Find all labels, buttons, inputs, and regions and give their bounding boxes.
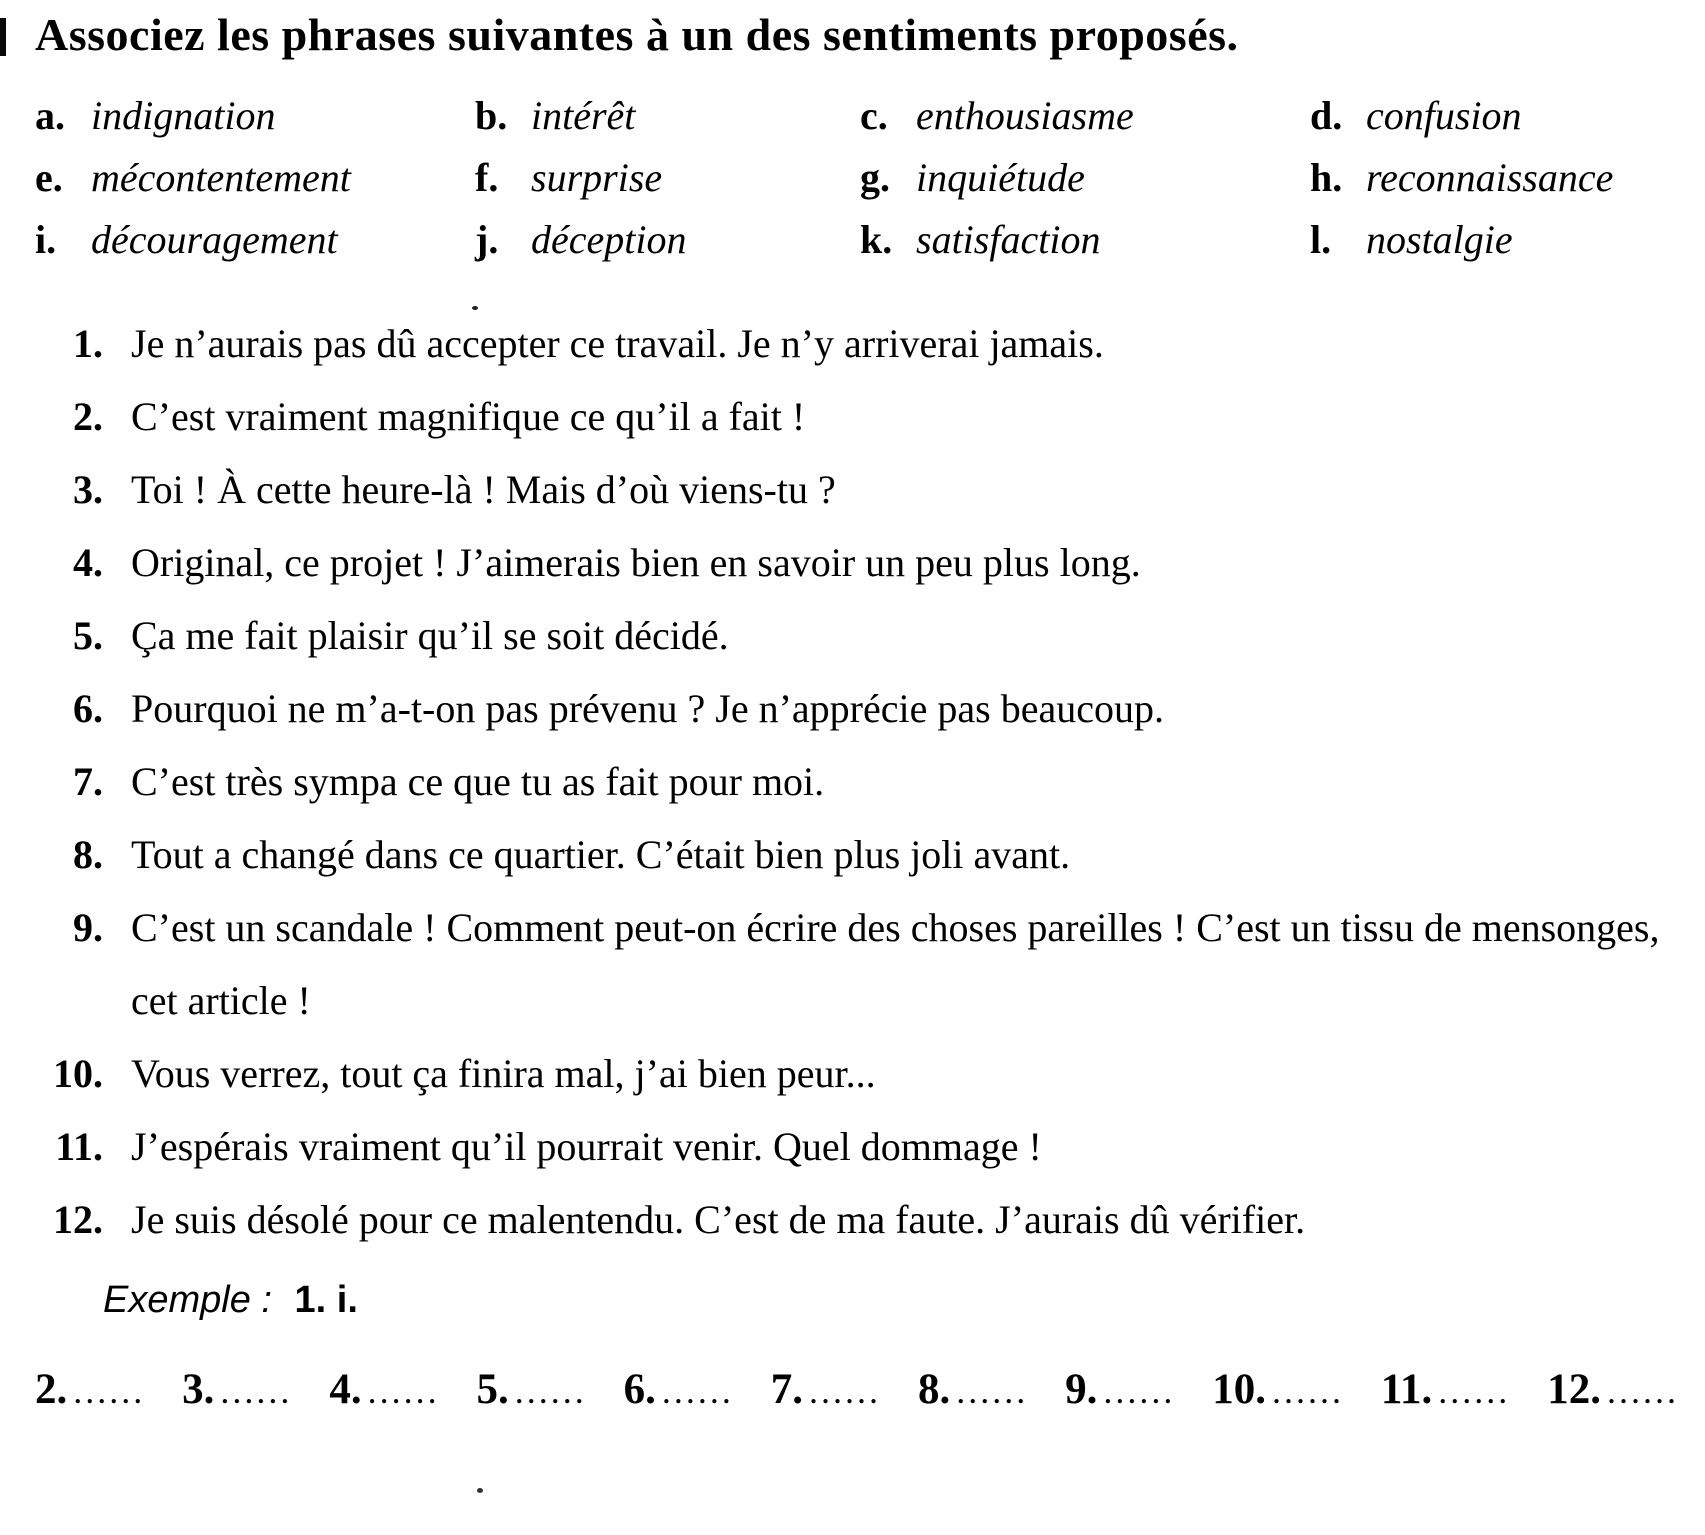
answer-dots: ......	[73, 1371, 146, 1411]
option-letter: k.	[860, 217, 893, 262]
answer-blank-4	[329, 1360, 439, 1421]
item-text: Je n’aurais pas dû accepter ce travail. Je n’y arriverai jamais.	[131, 321, 1104, 366]
example-answer: 1. i.	[294, 1279, 358, 1321]
item-number: 7.	[73, 759, 103, 804]
sentiment-option-i	[35, 218, 475, 262]
answer-number: 8.	[917, 1366, 951, 1413]
answer-blank-6	[624, 1360, 734, 1421]
option-label: nostalgie	[1366, 217, 1513, 262]
item-number: 1.	[73, 321, 103, 366]
sentiment-option-f	[475, 156, 860, 200]
option-letter: h.	[1310, 155, 1343, 200]
item-number: 4.	[73, 540, 103, 585]
sentiment-option-a	[35, 94, 475, 138]
answer-blank-2	[35, 1360, 145, 1421]
sentence-item-4	[35, 526, 1700, 599]
option-letter: b.	[475, 93, 508, 138]
sentence-item-7	[35, 745, 1700, 818]
answer-number: 5.	[476, 1366, 509, 1413]
answer-number: 2.	[35, 1366, 68, 1413]
item-text: C’est un scandale ! Comment peut-on écrire des choses pareilles ! C’est un tissu de mensonges, cet article !	[131, 905, 1660, 1023]
sentence-list	[35, 307, 1700, 1256]
option-letter: e.	[35, 155, 63, 200]
option-label: reconnaissance	[1366, 155, 1614, 200]
option-label: confusion	[1366, 93, 1522, 138]
answer-blank-9	[1065, 1360, 1175, 1421]
answer-dots: ......	[367, 1371, 440, 1411]
option-label: découragement	[91, 217, 338, 262]
item-number: 2.	[73, 394, 103, 439]
option-label: surprise	[531, 155, 663, 200]
item-number: 11.	[55, 1124, 103, 1169]
sentiment-option-l	[1310, 218, 1685, 262]
sentiment-option-e	[35, 156, 475, 200]
sentiment-option-j	[475, 218, 860, 262]
item-text: C’est vraiment magnifique ce qu’il a fait !	[131, 394, 806, 439]
answer-dots: ......	[661, 1371, 734, 1411]
item-number: 12.	[53, 1197, 103, 1242]
item-number: 3.	[73, 467, 103, 512]
answer-blank-8	[918, 1360, 1028, 1421]
item-text: Toi ! À cette heure-là ! Mais d’où viens-tu ?	[131, 467, 836, 512]
sentence-item-10	[35, 1037, 1700, 1110]
item-number: 6.	[73, 686, 103, 731]
sentence-item-12	[35, 1183, 1700, 1256]
answer-dots: ......	[809, 1371, 882, 1411]
option-label: inquiétude	[916, 155, 1085, 200]
scan-artifact	[0, 18, 6, 56]
answer-dots: ......	[1438, 1371, 1511, 1411]
item-number: 10.	[53, 1051, 103, 1096]
answer-number: 9.	[1065, 1366, 1098, 1413]
example-label: Exemple :	[103, 1279, 272, 1321]
option-letter: a.	[35, 93, 65, 138]
sentiment-option-b	[475, 94, 860, 138]
sentence-item-9	[35, 891, 1700, 1037]
sentence-item-6	[35, 672, 1700, 745]
answer-dots: ......	[220, 1371, 293, 1411]
option-letter: j.	[475, 217, 499, 262]
sentiment-option-h	[1310, 156, 1685, 200]
answer-number: 10.	[1212, 1366, 1266, 1413]
example-line	[35, 1274, 1685, 1326]
sentiment-option-k	[860, 218, 1310, 262]
option-label: intérêt	[531, 93, 636, 138]
answer-dots: ......	[956, 1371, 1029, 1411]
option-label: déception	[531, 217, 687, 262]
item-text: Ça me fait plaisir qu’il se soit décidé.	[131, 613, 729, 658]
option-label: satisfaction	[916, 217, 1101, 262]
answer-blank-3	[182, 1360, 292, 1421]
option-label: enthousiasme	[916, 93, 1134, 138]
answer-number: 12.	[1547, 1366, 1601, 1413]
answer-number: 3.	[182, 1366, 215, 1413]
sentence-item-8	[35, 818, 1700, 891]
answer-number: 7.	[770, 1366, 804, 1413]
sentence-item-11	[35, 1110, 1700, 1183]
answer-number: 4.	[329, 1366, 362, 1413]
answer-blank-11	[1381, 1360, 1510, 1421]
item-text: C’est très sympa ce que tu as fait pour moi.	[131, 759, 825, 804]
answer-blank-12	[1547, 1360, 1679, 1421]
sentence-item-5	[35, 599, 1700, 672]
item-text: Vous verrez, tout ça finira mal, j’ai bien peur...	[131, 1051, 876, 1096]
answer-number: 11.	[1380, 1366, 1433, 1413]
answer-dots: ......	[1103, 1371, 1176, 1411]
answer-dots: ......	[1272, 1371, 1344, 1411]
sentiment-option-g	[860, 156, 1310, 200]
answer-dots: ......	[514, 1371, 587, 1411]
scan-speck	[472, 306, 478, 310]
exercise-instruction: Associez les phrases suivantes à un des sentiments proposés.	[35, 9, 1239, 60]
item-text: J’espérais vraiment qu’il pourrait venir. Quel dommage !	[131, 1124, 1042, 1169]
option-letter: f.	[475, 155, 499, 200]
answer-dots: ......	[1606, 1371, 1679, 1411]
item-number: 5.	[73, 613, 103, 658]
sentence-item-1	[35, 307, 1700, 380]
option-letter: l.	[1310, 217, 1332, 262]
sentiment-options	[35, 94, 1685, 262]
item-number: 9.	[73, 905, 103, 950]
item-text: Tout a changé dans ce quartier. C’était bien plus joli avant.	[131, 832, 1071, 877]
option-letter: g.	[860, 155, 890, 200]
answer-blank-7	[771, 1360, 881, 1421]
item-text: Original, ce projet ! J’aimerais bien en savoir un peu plus long.	[131, 540, 1141, 585]
answer-number: 6.	[623, 1366, 656, 1413]
item-text: Je suis désolé pour ce malentendu. C’est de ma faute. J’aurais dû vérifier.	[131, 1197, 1306, 1242]
answer-blank-10	[1212, 1360, 1344, 1421]
scan-speck	[477, 1488, 483, 1493]
sentence-item-2	[35, 380, 1700, 453]
sentiment-option-c	[860, 94, 1310, 138]
option-letter: d.	[1310, 93, 1343, 138]
item-number: 8.	[73, 832, 103, 877]
option-letter: c.	[860, 93, 888, 138]
answer-blank-5	[476, 1360, 586, 1421]
item-text: Pourquoi ne m’a-t-on pas prévenu ? Je n’apprécie pas beaucoup.	[131, 686, 1164, 731]
option-label: mécontentement	[91, 155, 351, 200]
sentence-item-3	[35, 453, 1700, 526]
option-letter: i.	[35, 217, 57, 262]
sentiment-option-d	[1310, 94, 1685, 138]
option-label: indignation	[91, 93, 276, 138]
answer-blanks-row	[35, 1360, 1685, 1421]
